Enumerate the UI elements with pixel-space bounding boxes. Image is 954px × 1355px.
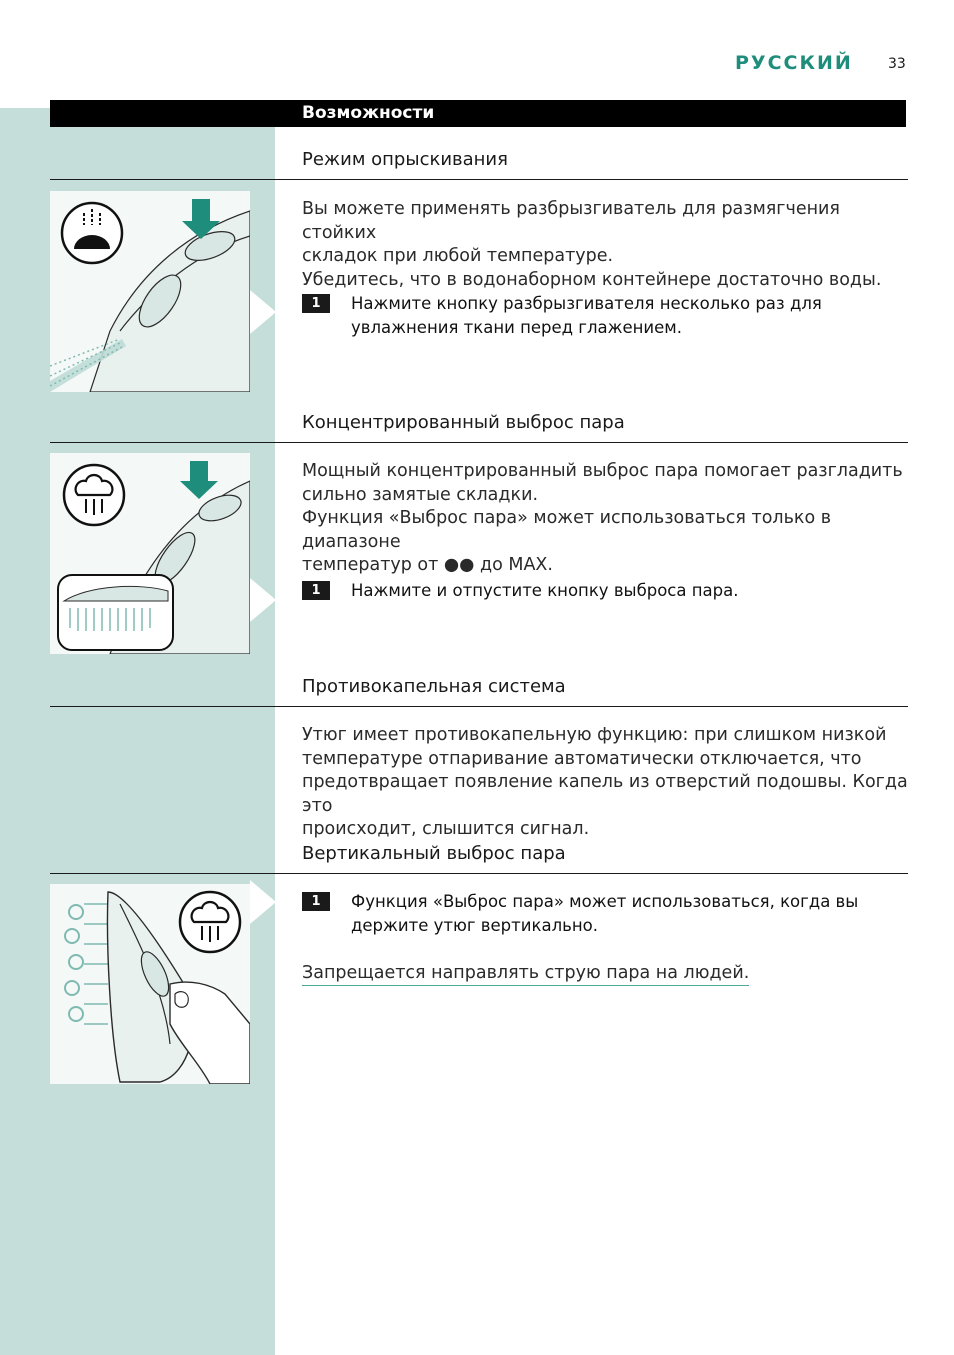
steam-shot-icon	[180, 892, 240, 952]
vertical-rule	[50, 873, 908, 874]
section-title: Возможности	[302, 103, 435, 123]
spray-illustration	[50, 191, 250, 392]
spray-callout-wedge	[250, 290, 276, 334]
shot-step-number: 1	[302, 581, 330, 600]
section-bar	[50, 100, 906, 127]
shot-heading: Концентрированный выброс пара	[302, 412, 625, 433]
vertical-heading: Вертикальный выброс пара	[302, 843, 566, 864]
shot-paragraph: Мощный концентрированный выброс пара помогает разгладить сильно замятые складки. Функция «Выброс пара» может использоваться только в диапазоне температур от ●● до MAX.	[302, 461, 903, 575]
language-header: РУССКИЙ	[735, 52, 853, 74]
vertical-step-number: 1	[302, 892, 330, 911]
shot-step-text: Нажмите и отпустите кнопку выброса пара.	[351, 581, 739, 600]
drip-heading: Противокапельная система	[302, 676, 566, 697]
warning-text: Запрещается направлять струю пара на людей.	[302, 962, 749, 986]
drip-rule	[50, 706, 908, 707]
spray-step-number: 1	[302, 294, 330, 313]
vertical-illustration	[50, 884, 250, 1084]
spray-rule	[50, 179, 908, 180]
shot-rule	[50, 442, 908, 443]
spray-heading: Режим опрыскивания	[302, 149, 508, 170]
shot-illustration	[50, 453, 250, 654]
spray-mode-icon	[62, 203, 122, 263]
vertical-callout-wedge	[250, 880, 276, 924]
steam-shot-icon	[64, 465, 124, 525]
spray-paragraph: Вы можете применять разбрызгиватель для размягчения стойких складок при любой температуре. Убедитесь, что в водонаборном контейнере достаточно воды.	[302, 199, 882, 290]
vertical-step-text: Функция «Выброс пара» может использоваться, когда вы держите утюг вертикально.	[351, 892, 859, 935]
page-number: 33	[888, 56, 906, 72]
drip-paragraph: Утюг имеет противокапельную функцию: при слишком низкой температуре отпаривание автоматически отключается, что предотвращает появление капель из отверстий подошвы. Когда это происходит, слышится сигнал.	[302, 725, 908, 839]
spray-step-text: Нажмите кнопку разбрызгивателя несколько раз для увлажнения ткани перед глажением.	[351, 294, 822, 337]
shot-callout-wedge	[250, 578, 276, 622]
down-arrow-icon	[180, 461, 218, 499]
